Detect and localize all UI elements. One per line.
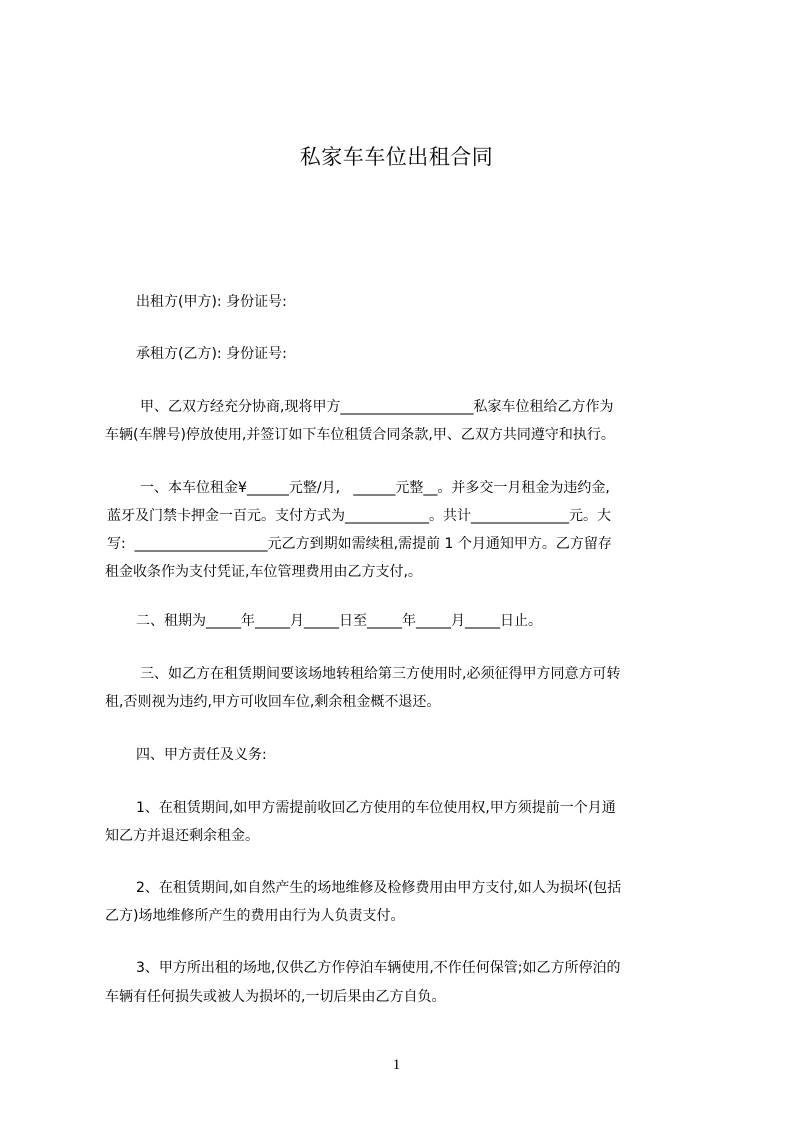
intro-line-2: 车辆(车牌号)停放使用,并签订如下车位租赁合同条款,甲、乙双方共同遵守和执行。 <box>105 427 615 443</box>
clause-2: 二、租期为_____年_____月_____日至_____年_____月_____日止。 <box>136 613 542 629</box>
clause-3-line-2: 租,否则视为违约,甲方可收回车位,剩余租金概不退还。 <box>105 694 441 710</box>
intro-line-1: 甲、乙双方经充分协商,现将甲方___________________私家车位租给乙方作为 <box>140 399 614 415</box>
page-number: 1 <box>392 1057 401 1073</box>
clause-4-heading: 四、甲方责任及义务: <box>136 747 267 763</box>
item-3-line-2: 车辆有任何损失或被人为损坏的,一切后果由乙方自负。 <box>105 989 446 1005</box>
item-1-line-2: 知乙方并退还剩余租金。 <box>105 828 259 844</box>
page-title: 私家车车位出租合同 <box>299 145 494 169</box>
clause-1-line-3: 写: ___________________元乙方到期如需续租,需提前 1 个月通知甲方。乙方留存 <box>107 536 612 552</box>
clause-3-line-1: 三、如乙方在租赁期间要该场地转租给第三方使用时,必须征得甲方同意方可转 <box>140 666 621 682</box>
item-1-line-1: 1、在租赁期间,如甲方需提前收回乙方使用的车位使用权,甲方须提前一个月通 <box>136 800 616 816</box>
item-3-line-1: 3、甲方所出租的场地,仅供乙方作停泊车辆使用,不作任何保管;如乙方所停泊的 <box>136 960 621 976</box>
clause-1-line-4: 租金收条作为支付凭证,车位管理费用由乙方支付,。 <box>105 564 422 580</box>
item-2-line-2: 乙方)场地维修所产生的费用由行为人负责支付。 <box>105 908 405 924</box>
clause-1-line-2: 蓝牙及门禁卡押金一百元。支付方式为____________。共计______________元。大 <box>107 508 611 524</box>
lessee-line: 承租方(乙方): 身份证号: <box>136 346 287 362</box>
item-2-line-1: 2、在租赁期间,如自然产生的场地维修及检修费用由甲方支付,如人为损坏(包括 <box>136 880 622 896</box>
clause-1-line-1: 一、本车位租金¥______元整/月, ______元整__。并多交一月租金为违约金, <box>140 480 610 496</box>
lessor-line: 出租方(甲方): 身份证号: <box>136 294 287 310</box>
